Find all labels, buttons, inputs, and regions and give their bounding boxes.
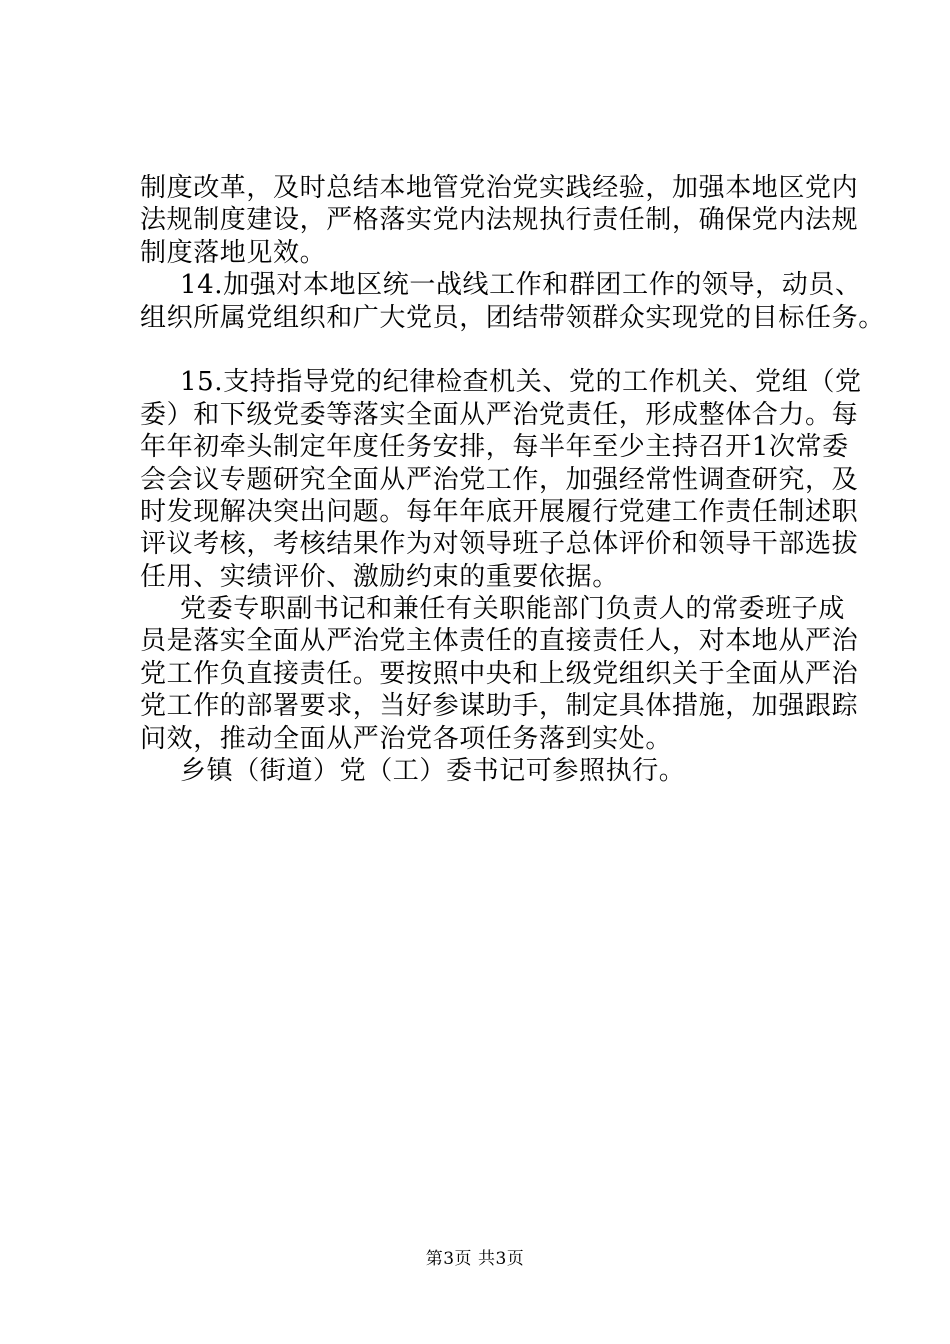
text-line: 评议考核，考核结果作为对领导班子总体评价和领导干部选拔 xyxy=(140,529,859,560)
text-line: 制度落地见效。 xyxy=(140,237,327,268)
text-line: 问效，推动全面从严治党各项任务落到实处。 xyxy=(140,723,673,754)
text-line: 法规制度建设，严格落实党内法规执行责任制，确保党内法规 xyxy=(140,205,859,236)
text-line: 任用、实绩评价、激励约束的重要依据。 xyxy=(140,561,619,592)
text-line: 组织所属党组织和广大党员，团结带领群众实现党的目标任务。 xyxy=(140,302,885,333)
text-line: 时发现解决突出问题。每年年底开展履行党建工作责任制述职 xyxy=(140,496,859,527)
text-line: 年年初牵头制定年度任务安排，每半年至少主持召开1次常委 xyxy=(140,432,849,463)
text-line: 乡镇（街道）党（工）委书记可参照执行。 xyxy=(180,756,686,787)
text-line: 15.支持指导党的纪律检查机关、党的工作机关、党组（党 xyxy=(180,367,862,398)
text-line: 14.加强对本地区统一战线工作和群团工作的领导，动员、 xyxy=(180,270,862,301)
text-line: 党工作负直接责任。要按照中央和上级党组织关于全面从严治 xyxy=(140,658,859,689)
text-line: 制度改革，及时总结本地管党治党实践经验，加强本地区党内 xyxy=(140,173,859,203)
page-footer: 第3页 共3页 xyxy=(425,1249,525,1269)
paragraph-gap xyxy=(140,334,840,366)
text-line: 委）和下级党委等落实全面从严治党责任，形成整体合力。每 xyxy=(140,399,859,430)
text-line: 员是落实全面从严治党主体责任的直接责任人，对本地从严治 xyxy=(140,626,859,657)
document-body xyxy=(140,172,885,787)
text-line: 党工作的部署要求，当好参谋助手，制定具体措施，加强跟踪 xyxy=(140,691,859,722)
text-line: 会会议专题研究全面从严治党工作，加强经常性调查研究，及 xyxy=(140,464,859,495)
text-line: 党委专职副书记和兼任有关职能部门负责人的常委班子成 xyxy=(180,594,846,625)
